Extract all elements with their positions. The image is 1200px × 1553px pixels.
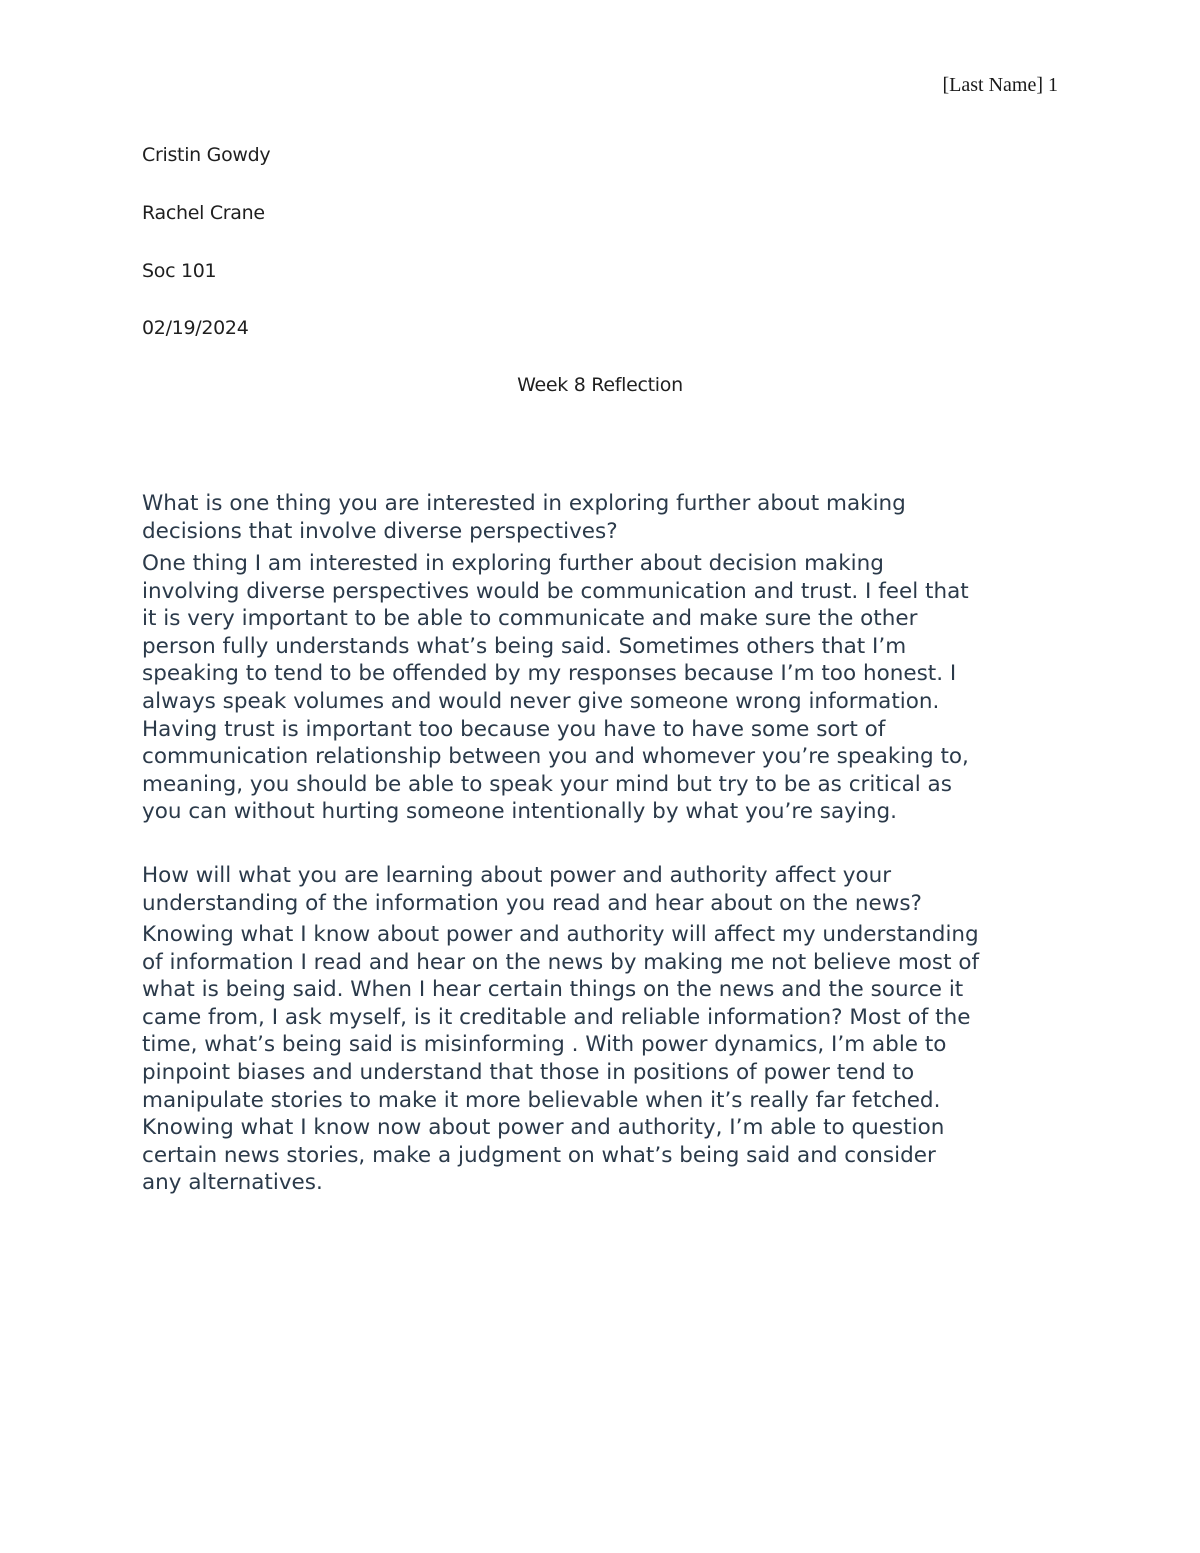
page-header-label: [Last Name] 1 xyxy=(942,74,1058,96)
question-1: What is one thing you are interested in exploring further about making decisions that involve diverse perspectives? xyxy=(142,491,906,544)
course-name: Soc 101 xyxy=(142,260,217,282)
answer-1: One thing I am interested in exploring further about decision making involving diverse perspectives would be communication and trust. I feel that it is very important to be able to communicate and make sure the other person fully understands what’s being said. Sometimes others that I’m speaking to tend to be offended by my responses because I’m too honest. I always speak volumes and would never give someone wrong information. Having trust is important too because you have to have some sort of communication relationship between you and whomever you’re speaking to, meaning, you should be able to speak your mind but try to be as critical as you can without hurting someone intentionally by what you’re saying. xyxy=(142,551,969,825)
student-name: Cristin Gowdy xyxy=(142,144,271,166)
document-title: Week 8 Reflection xyxy=(517,374,683,396)
answer-2: Knowing what I know about power and authority will affect my understanding of information I read and hear on the news by making me not believe most of what is being said. When I hear certain things on the news and the source it came from, I ask myself, is it creditable and reliable information? Most of the time, what’s being said is misinforming . With power dynamics, I’m able to pinpoint biases and understand that those in positions of power tend to manipulate stories to make it more believable when it’s really far fetched. Knowing what I know now about power and authority, I’m able to question certain news stories, make a judgment on what’s being said and consider any alternatives. xyxy=(142,922,980,1196)
date: 02/19/2024 xyxy=(142,317,249,339)
instructor-name: Rachel Crane xyxy=(142,202,265,224)
question-2: How will what you are learning about power and authority affect your understanding of the information you read and hear about on the news? xyxy=(142,863,922,916)
